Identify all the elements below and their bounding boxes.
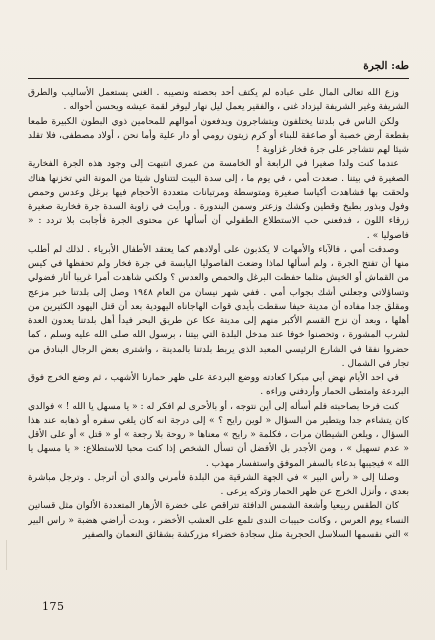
- paragraph: كنت فرحا بصاحبته فلم أسأله إلى أين نتوجه ، أو بالأحرى لم افكر له : « يا مسهل يا الله ! » فوالدي كان يتشاءم جدا ويتطير من السؤال « لوين رايح ؟ » إلى درجة انه كان يلغي سفره أو ذهابه عند هذا السؤال ، ويلعن الشيطان مرات ، فكلمة « رايح » معناها « روحة بلا رجعة » أو « قتل » أو على الأقل « عدم تسهيل » ، ومن الأجدر بل الأفضل أن تسأل الشخص إذا كنت محبا للاستطلاع: « يا مسهل يا الله » فيجيبها بدعاء بالسفر الموفق واستفسار مهذب .: [28, 401, 409, 469]
- header-divider: [28, 78, 409, 79]
- page-edge-mark: [6, 540, 15, 570]
- paragraph: كان الطقس ربيعيا وأشعة الشمس الدافئة تتراقص على خضرة الأزهار المتعددة الألوان مثل قساتين النساء يوم العرس ، وكانت حبيبات الندى تلمع على العشب الأخضر ، وبدت أراضي هضبة « راس البير » التي نقسمها السلاسل الحجرية مثل سجادة خضراء مزركشة بشقائق النعمان والصفير: [28, 501, 409, 540]
- paragraph: عندما كنت ولدا صغيرا في الرابعة أو الخامسة من عمري انتبهت إلى وجود هذه الجرة الفخارية الصغيرة في بيتنا . صعدت أمي ، في يوم ما ، إلى سدة البيت لتتناول شيئا من المونة التي تخزنها هناك ولحقت بها فشاهدت أكياسا صغيرة ومتوسطة ومرتبانات متعددة الأحجام فيها برغل وعدس وحمص وفول وبذور بطيخ وقطين وكشك وزعتر وسمن البندورة . ورأيت في زاوية السدة جرة فخارية صغيرة زرقاء اللون ، فدفعني حب الاستطلاع الطفولي أن أسألها عن محتوى الجرة فأجابت بلا تردد : « فاصوليا » .: [28, 159, 409, 241]
- paragraph: وصدقت أمي ، فالآباء والأمهات لا يكذبون على أولادهم كما يعتقد الأطفال الأبرياء . لذلك لم أطلب منها أن تفتح الجرة ، ولم أسألها لماذا وضعت الفاصوليا اليابسة في جرة فخار ولم تحفظها في كيس من القماش أو الخيش مثلما حفظت البرغل والحمص والعدس ؟ ولكني شاهدت أمرا غريبا أثار فضولي وتساؤلاتي وجعلني أشك بجواب أمي . ففي شهر نيسان من العام ١٩٤٨ وصل إلى بلدتنا خبر مزعج ومقلق جدا مفاده أن مدينة حيفا سقطت بأيدي قوات الهاجاناه اليهودية بعد أن قتل اليهود الكثيرين من أهلها ، وبعد أن نزح القسم الأكبر منهم إلى مدينة عكا عن طريق البحر فيدأ أهل بلدتنا يعدون العدة لشرب المشورة ، وتحصنوا خوفا عند مدخل البلدة التي بيتنا ، برسول الله صلى الله عليه وسلم ، كما حضروا نفقا في الشارع الرئيسي المعبد الذي يربط بلدتنا بالمدينة ، واشترى بعض الرجال البنادق من تجار في الشمال .: [28, 244, 409, 369]
- running-header-title: طه: الجرة: [363, 60, 409, 72]
- paragraph: ولكن الناس في بلدتنا يختلفون ويتشاجرون ويدفعون أموالهم للمحامين ذوي البطون الكبيرة طمعا بقطعة أرض خصبة أو صاعقة للبناء أو كرم زيتون رومي أو دار علية وأما نحن ، أولاد مصطفى، فلا تقلد شيئا لهم نتشاجر على جرة فخار غزاوية !: [28, 116, 409, 155]
- paragraph: في احد الأيام نهض أبي مبكرا كعادته ووضع البردعة على ظهر حمارنا الأشهب ، ثم وضع الخرج فوق البردعة وامتطى الحمار وأردفني وراءه .: [28, 373, 409, 398]
- page-body: [28, 86, 409, 586]
- running-header: [28, 60, 409, 78]
- page-number: 175: [42, 600, 65, 613]
- paragraph: وزع الله تعالى المال على عباده لم يكتف أحد بحصته ونصيبه . الغني يستعمل الأساليب والطرق الشريفة وغير الشريفة ليزداد غنى ، والفقير يعمل ليل نهار ليوفر لقمة عيشه ويحسن أحواله .: [28, 88, 409, 113]
- paragraph: وصلنا إلى « رأس البير » في الجهة الشرقية من البلدة فأمرني والدي أن أترجل . وترجل مباشرة بعدي ، وأنزل الخرج عن ظهر الحمار وتركه يرعى .: [28, 472, 409, 497]
